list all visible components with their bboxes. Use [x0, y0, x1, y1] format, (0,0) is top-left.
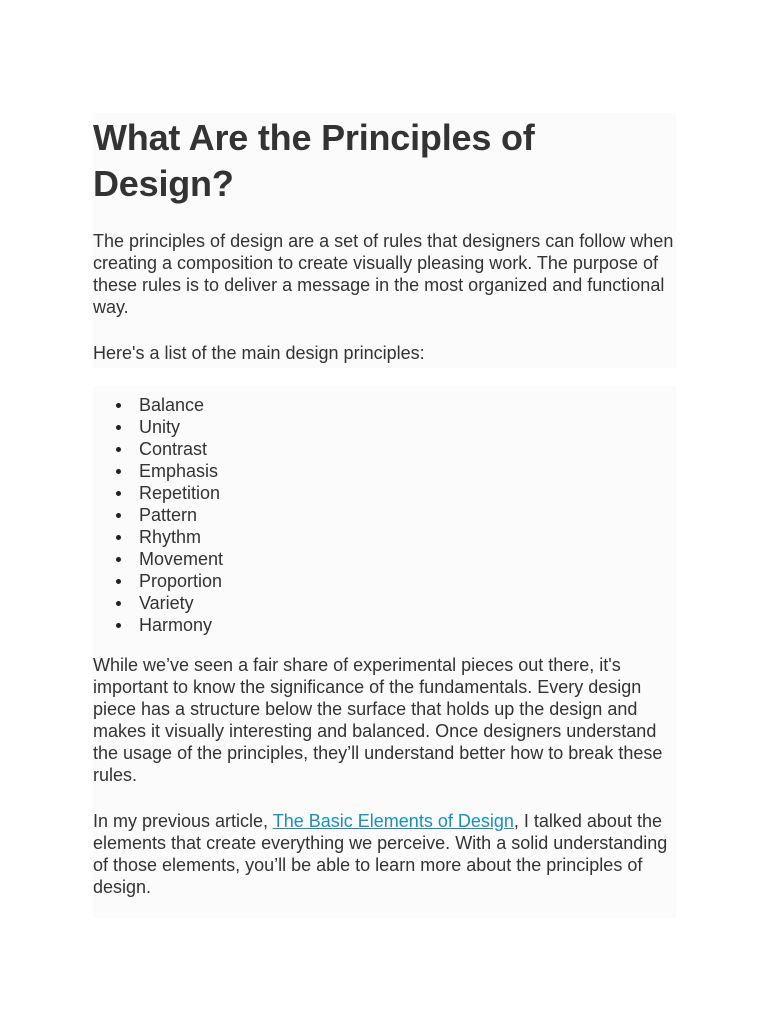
bullet-icon — [116, 601, 121, 606]
outro-section — [93, 638, 676, 918]
list-item — [93, 460, 676, 482]
list-item-label: Balance — [139, 395, 205, 415]
list-item — [93, 416, 676, 438]
list-item-label: Unity — [139, 417, 181, 437]
list-item — [93, 504, 676, 526]
previous-article-suffix: , I talked about the elements that create everything we perceive. With a solid understanding of those elements, you’ll be able to learn more about the principles of design. — [93, 811, 668, 897]
list-item-label: Variety — [139, 593, 194, 613]
list-item — [93, 548, 676, 570]
bullet-icon — [116, 579, 121, 584]
bullet-icon — [116, 557, 121, 562]
list-item-label: Repetition — [139, 483, 221, 503]
list-item-label: Harmony — [139, 615, 213, 635]
bullet-icon — [116, 403, 121, 408]
bullet-icon — [116, 623, 121, 628]
list-item — [93, 482, 676, 504]
bullet-icon — [116, 447, 121, 452]
list-item — [93, 570, 676, 592]
basic-elements-of-design-link[interactable]: The Basic Elements of Design — [272, 811, 514, 831]
previous-article-paragraph — [93, 810, 676, 898]
intro-paragraph: The principles of design are a set of rules that designers can follow when creating a composition to create visually pleasing work. The purpose of these rules is to deliver a message in the most organized and functional way. — [93, 231, 674, 317]
list-item-label: Movement — [139, 549, 224, 569]
bullet-icon — [116, 469, 121, 474]
intro-section — [93, 113, 676, 368]
bullet-icon — [116, 535, 121, 540]
list-item-label: Rhythm — [139, 527, 202, 547]
list-item — [93, 592, 676, 614]
bullet-icon — [116, 491, 121, 496]
article-title: What Are the Principles of Design? — [93, 117, 535, 204]
list-item — [93, 394, 676, 416]
bullet-icon — [116, 425, 121, 430]
list-item — [93, 614, 676, 636]
list-item — [93, 526, 676, 548]
previous-article-prefix: In my previous article, — [93, 811, 273, 831]
fundamentals-paragraph: While we’ve seen a fair share of experimental pieces out there, it's important to know the significance of the fundamentals. Every design piece has a structure below the surface that holds up the design and makes it visually interesting and balanced. Once designers understand the usage of the principles, they’ll understand better how to break these rules. — [93, 655, 663, 785]
list-item — [93, 438, 676, 460]
article — [93, 113, 676, 918]
principles-list — [93, 386, 676, 636]
principles-list-section — [93, 386, 676, 638]
list-item-label: Emphasis — [139, 461, 219, 481]
bullet-icon — [116, 513, 121, 518]
list-item-label: Contrast — [139, 439, 208, 459]
list-item-label: Pattern — [139, 505, 198, 525]
list-intro-paragraph: Here's a list of the main design principles: — [93, 343, 425, 363]
list-item-label: Proportion — [139, 571, 223, 591]
